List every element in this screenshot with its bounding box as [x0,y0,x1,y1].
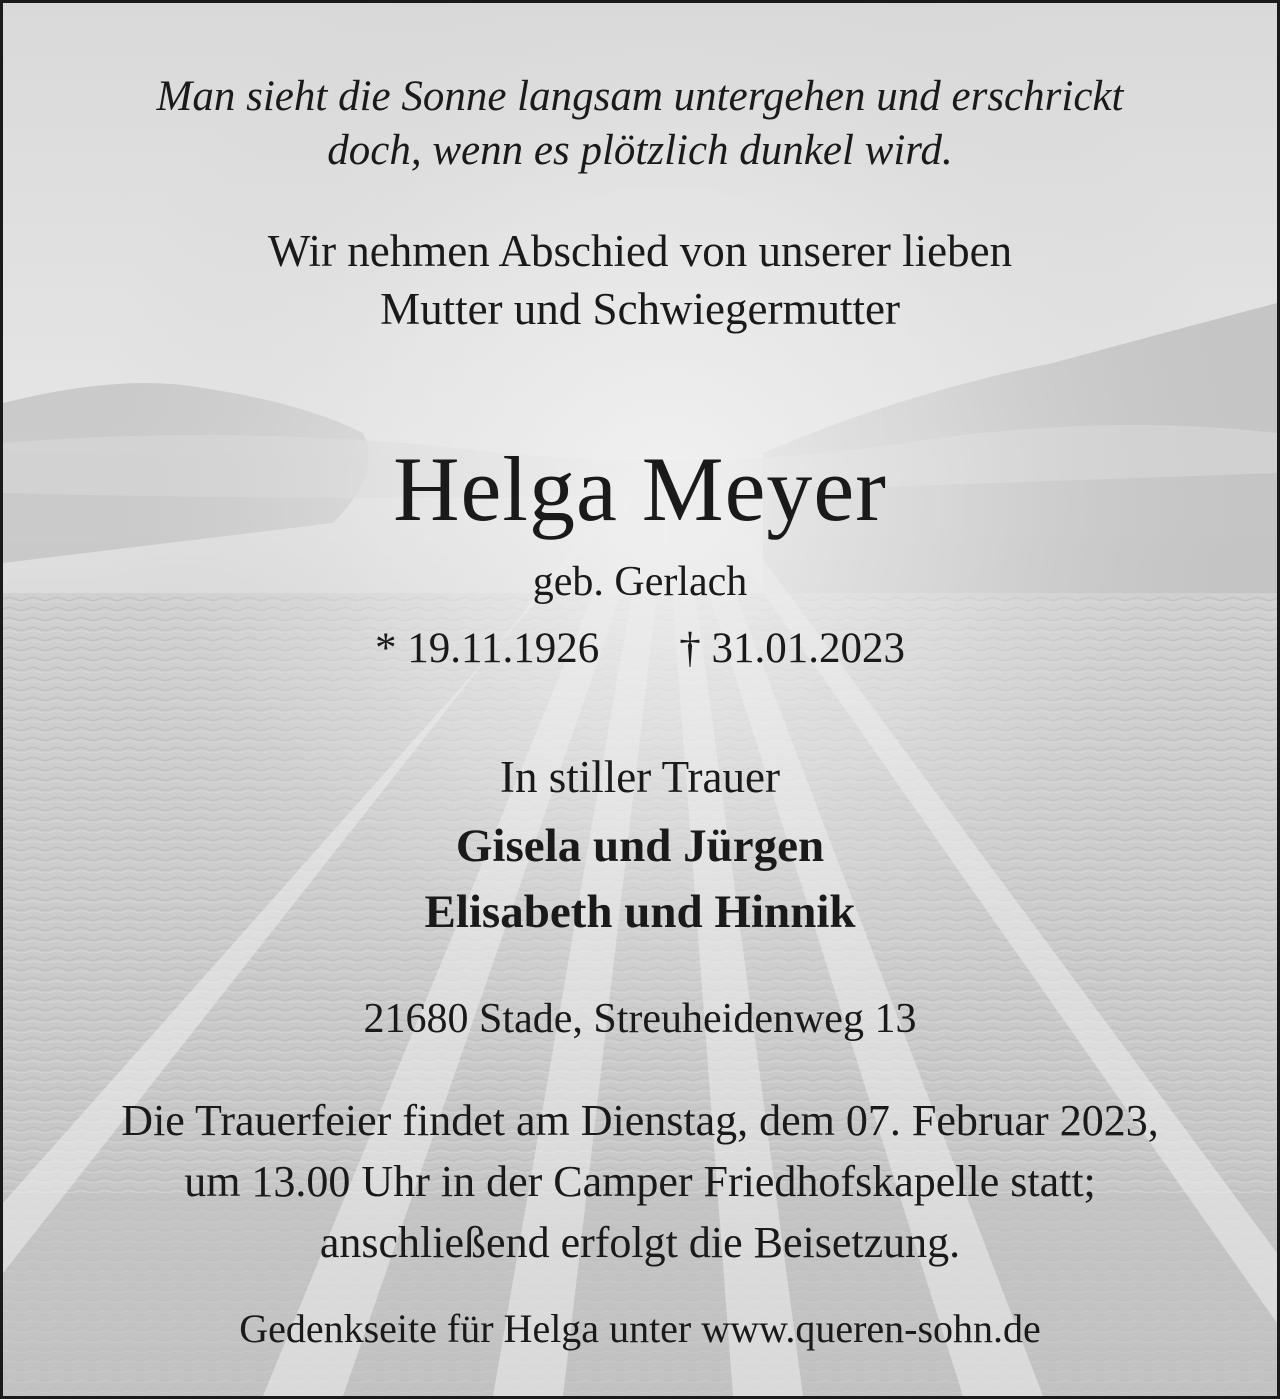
service-line-2: um 13.00 Uhr in der Camper Friedhofskapelle statt; [184,1157,1096,1206]
intro-line-2: Mutter und Schwiegermutter [380,284,900,334]
deceased-name: Helga Meyer [393,438,887,540]
service-line-3: anschließend erfolgt die Beisetzung. [319,1218,961,1267]
service-line-1: Die Trauerfeier findet am Dienstag, dem 07. Februar 2023, [121,1096,1159,1145]
death-date: † 31.01.2023 [679,625,905,672]
intro-line-1: Wir nehmen Abschied von unserer lieben [267,226,1013,276]
maiden-name: geb. Gerlach [532,559,748,605]
birth-date: * 19.11.1926 [375,625,600,672]
life-dates [3,627,1277,670]
family-1: Gisela und Jürgen [455,820,825,872]
address: 21680 Stade, Streuheidenweg 13 [363,996,917,1042]
memorial-page-text: Gedenkseite für Helga unter www.queren-sohn.de [239,1306,1041,1351]
quote-line-1: Man sieht die Sonne langsam untergehen und erschrickt [156,73,1124,120]
mourning-heading: In stiller Trauer [500,752,780,802]
family-2: Elisabeth und Hinnik [424,886,856,938]
quote-line-2: doch, wenn es plötzlich dunkel wird. [327,127,953,174]
